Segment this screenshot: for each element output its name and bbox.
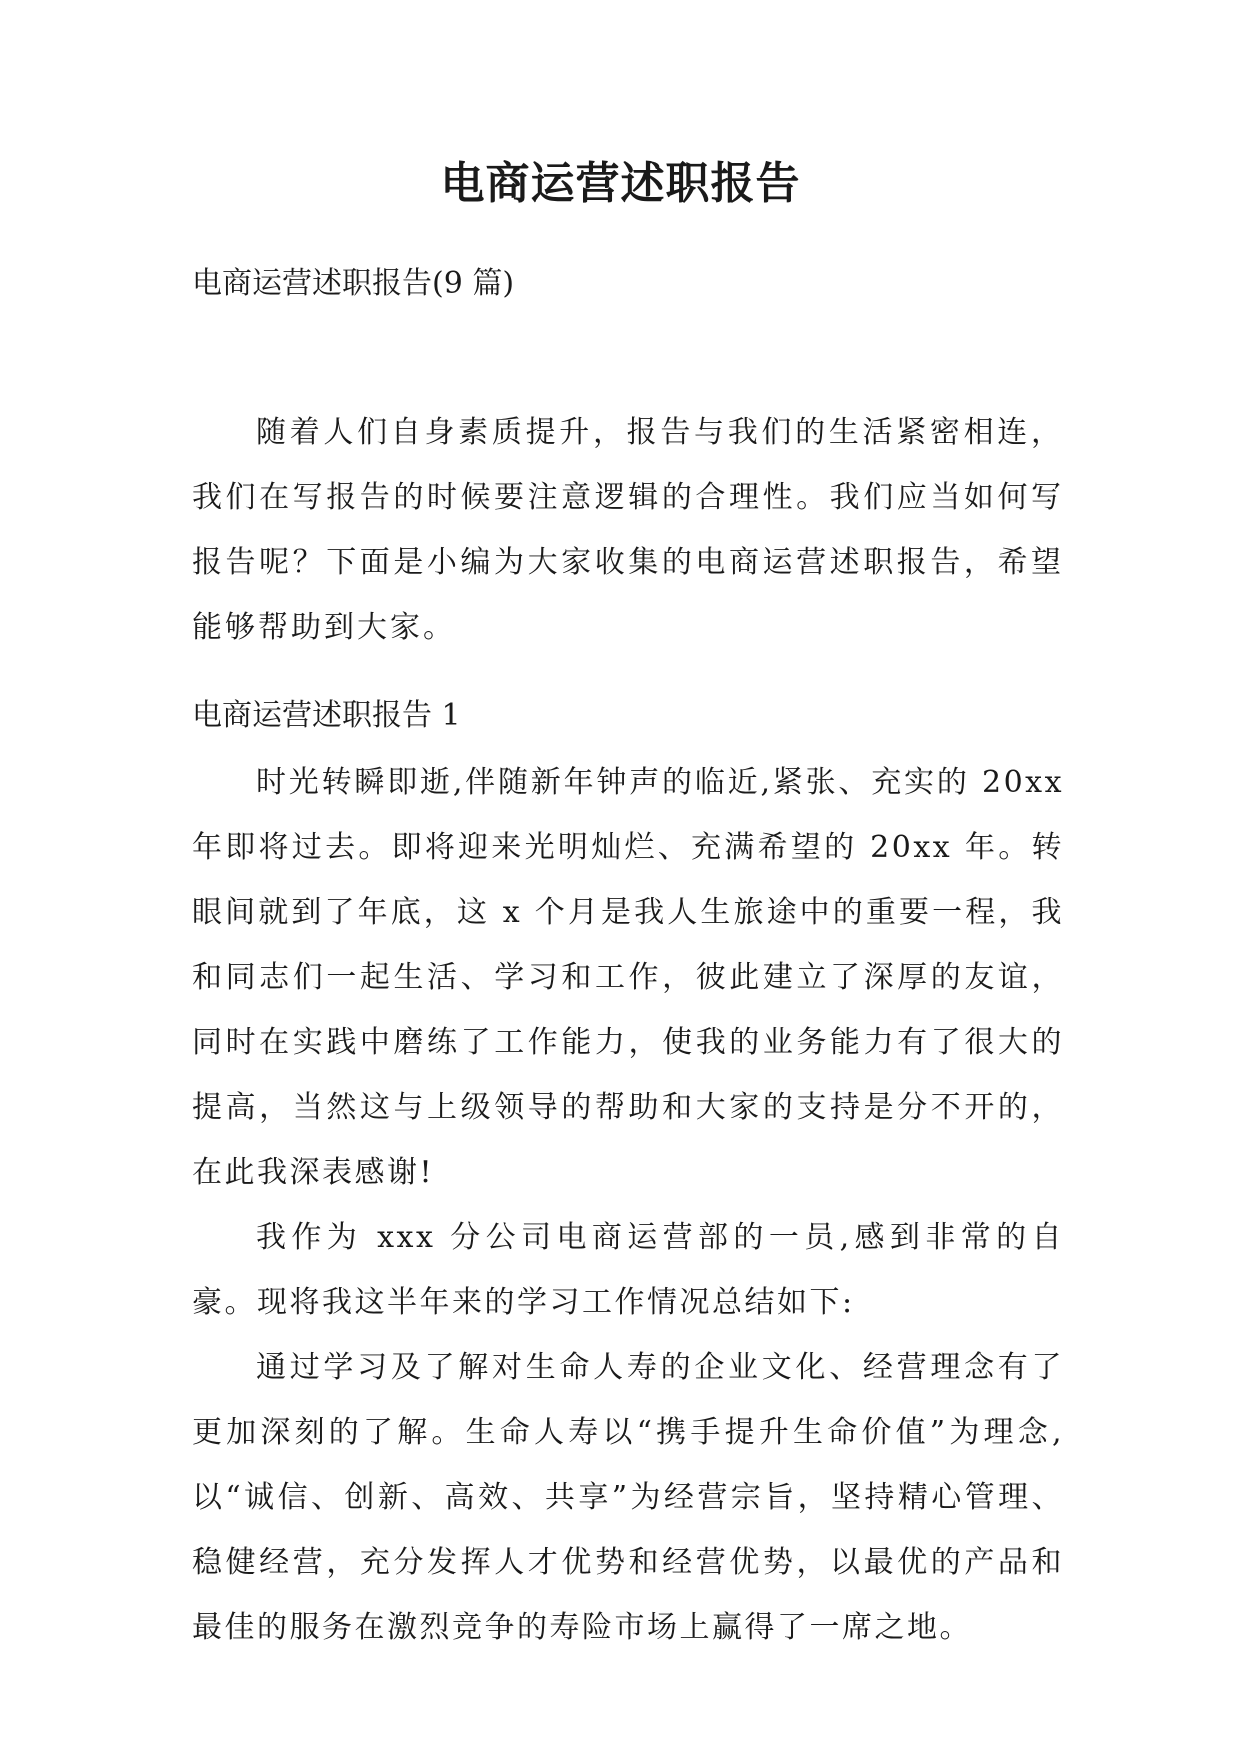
intro-section	[192, 400, 1064, 660]
section-heading: 电商运营述职报告 1	[192, 698, 461, 733]
body-paragraph-1: 时光转瞬即逝,伴随新年钟声的临近,紧张、充实的 20xx 年即将过去。即将迎来光明灿烂、充满希望的 20xx 年。转眼间就到了年底，这 x 个月是我人生旅途中的重要一程，我和同志们一起生活、学习和工作，彼此建立了深厚的友谊，同时在实践中磨练了工作能力，使我的业务能力有了很大的提高，当然这与上级领导的帮助和大家的支持是分不开的，在此我深表感谢!	[192, 765, 1064, 1190]
body-paragraph-3: 通过学习及了解对生命人寿的企业文化、经营理念有了更加深刻的了解。生命人寿以“携手提升生命价值”为理念,以“诚信、创新、高效、共享”为经营宗旨，坚持精心管理、稳健经营，充分发挥人才优势和经营优势，以最优的产品和最佳的服务在激烈竞争的寿险市场上赢得了一席之地。	[192, 1350, 1064, 1645]
body-paragraph-2: 我作为 xxx 分公司电商运营部的一员,感到非常的自豪。现将我这半年来的学习工作情况总结如下:	[192, 1220, 1064, 1320]
document-subtitle: 电商运营述职报告(9 篇)	[192, 266, 515, 301]
report-body	[192, 750, 1064, 1660]
intro-paragraph: 随着人们自身素质提升，报告与我们的生活紧密相连，我们在写报告的时候要注意逻辑的合理性。我们应当如何写报告呢？下面是小编为大家收集的电商运营述职报告，希望能够帮助到大家。	[192, 415, 1064, 645]
document-title: 电商运营述职报告	[440, 158, 801, 209]
